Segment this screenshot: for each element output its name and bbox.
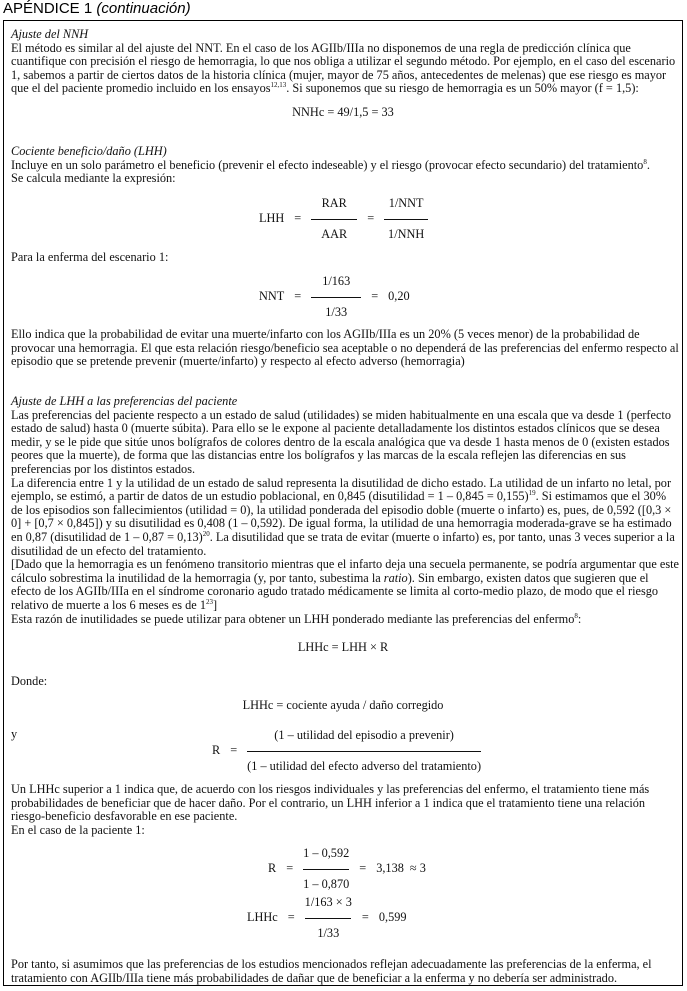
- text-italic: ratio: [383, 570, 408, 585]
- eq-lhs: R: [212, 743, 221, 758]
- eq-equals: =: [287, 910, 295, 925]
- appendix-title-subtitle: (continuación): [96, 0, 191, 17]
- fraction: [311, 275, 361, 319]
- text: . La disutilidad que se trata de evitar (muerte o infarto) es, por tanto, unas 3 veces superior a la disutilidad de un efecto del tratamiento.: [11, 529, 675, 558]
- equation-nnt: [259, 275, 410, 319]
- text: :: [577, 611, 582, 626]
- eq-lhs: LHHc: [247, 910, 278, 925]
- definition-lhhc-text: LHHc = cociente ayuda / daño corregido: [242, 698, 444, 712]
- fraction: [247, 729, 481, 773]
- text: . Si suponemos que su riesgo de hemorragia es un 50% mayor (f = 1,5):: [286, 81, 639, 96]
- eq-approx: ≈ 3: [409, 861, 426, 876]
- equation-lhhc: LHHc = LHH × R: [297, 640, 389, 654]
- text: ]: [212, 597, 218, 612]
- equation-lhh: [259, 197, 428, 241]
- eq-equals: =: [294, 289, 302, 304]
- citation: 20: [202, 529, 210, 538]
- scenario-label: Para la enferma del escenario 1:: [11, 250, 169, 264]
- paragraph-lhh: [11, 159, 679, 173]
- numerator: 1 – 0,592: [303, 846, 350, 860]
- paragraph-disutility: [11, 477, 679, 559]
- paragraph-final: Por tanto, si asumimos que las preferencias de los estudios mencionados reflejan adecuadamente las preferencias de la enferma, el tratamiento con AGIIb/IIIa tiene más probabilidades de dañar que de beneficiar a la enferma y no debería ser administrado.: [11, 957, 652, 985]
- text: Esta razón de inutilidades se puede utilizar para obtener un LHH ponderado mediante las preferencias del enfermo: [11, 611, 575, 626]
- eq-equals: =: [230, 743, 238, 758]
- fraction: [305, 896, 352, 940]
- paragraph-case: En el caso de la paciente 1:: [11, 823, 145, 837]
- denominator: 1/33: [317, 925, 340, 940]
- eq-equals: =: [294, 211, 302, 226]
- text: . Si estimamos que el 30% de los episodios son fallecimientos (utilidad = 0), la utilidad ponderada del episodio doble (muerte o infarto) es, pues, de 0,592 ([0,3 × 0] + [0,7 × 0,845]) y su disutilidad es 0,408 (1 – 0,592). De igual forma, la utilidad de una hemorragia moderada-grave se ha estimado en 0,87 (disutilidad de 1 – 0,87 = 0,13): [11, 489, 672, 544]
- equation-nnhc: NNHc = 49/1,5 = 33: [292, 105, 394, 119]
- citation: 12,13: [270, 81, 287, 90]
- equation-lhhc-calc: [247, 896, 407, 940]
- section-lhh: [11, 145, 679, 186]
- equation-r-calc: [268, 847, 426, 891]
- denominator: 1/33: [325, 304, 348, 319]
- eq-result: 0,20: [388, 289, 410, 304]
- fraction-nnt-nnh: [384, 197, 428, 241]
- eq-result: 3,138: [376, 861, 404, 876]
- eq-equals: =: [361, 910, 369, 925]
- label-donde: Donde:: [11, 674, 48, 688]
- appendix-title-main: APÉNDICE 1: [3, 0, 93, 17]
- paragraph-bracket-note: [11, 558, 679, 612]
- text: .: [646, 157, 650, 172]
- section-heading-nnh: Ajuste del NNH: [11, 27, 89, 41]
- denominator: 1/NNH: [388, 226, 425, 241]
- citation: 8: [574, 611, 578, 620]
- eq-lhs: LHH: [259, 211, 285, 226]
- eq-equals: =: [367, 211, 375, 226]
- eq-equals: =: [371, 289, 379, 304]
- paragraph-utilities: Las preferencias del paciente respecto a un estado de salud (utilidades) se miden habitualmente en una escala que va desde 1 (perfecto estado de salud) hasta 0 (muerte súbita). Para ello se le expone al paciente detalladamente los distintos estados clínicos que se desea medir, y se le pide que sitúe unos bolígrafos de colores dentro de la escala analógica que va desde 1 hasta menos de 0 (existen estados peores que la muerte), de forma que las distancias entre los bolígrafos y las marcas de la escala reflejen las diferencias en sus preferencias por los distintos estados.: [11, 407, 671, 476]
- equation-r: [212, 729, 481, 773]
- eq-lhs: R: [268, 861, 277, 876]
- citation: 8: [643, 157, 647, 166]
- text: La diferencia entre 1 y la utilidad de un estado de salud representa la disutilidad de dicho estado. La utilidad de un infarto no letal, por ejemplo, se estimó, a partir de datos de un estudio poblacional, en 0,845 (disutilidad = 1 – 0,845 = 0,155): [11, 475, 672, 504]
- paragraph-lhh-line2: Se calcula mediante la expresión:: [11, 171, 176, 186]
- eq-result: 0,599: [378, 910, 407, 925]
- numerator: 1/163: [322, 274, 351, 288]
- denominator: 1 – 0,870: [303, 876, 350, 891]
- numerator: 1/NNT: [388, 196, 424, 210]
- denominator: (1 – utilidad del efecto adverso del tratamiento): [247, 758, 482, 773]
- paragraph-nnh: [11, 42, 679, 96]
- citation: 19: [528, 489, 536, 498]
- paragraph-lhh-conclusion: Ello indica que la probabilidad de evitar una muerte/infarto con los AGIIb/IIIa es un 20% (5 veces menor) de la probabilidad de provocar una hemorragia. El que esta relación riesgo/beneficio sea aceptable o no dependerá de las preferencias del enfermo respecto al episodio que se pretende prevenir (muerte/infarto) y respecto al efecto adverso (hemorragia): [11, 327, 679, 369]
- appendix-box: [3, 20, 683, 986]
- section-heading-lhh: Cociente beneficio/daño (LHH): [11, 144, 167, 158]
- text: [Dado que la hemorragia es un fenómeno transitorio mientras que el infarto deja una secuela permanente, se podría argumentar que este cálculo sobrestima la inutilidad de la hemorragia (y, por tanto, subestima la: [11, 557, 679, 585]
- section-preferences: [11, 395, 679, 626]
- appendix-title: [3, 0, 191, 18]
- fraction: [303, 847, 349, 891]
- section-heading-preferences: Ajuste de LHH a las preferencias del paciente: [11, 394, 238, 408]
- numerator: RAR: [321, 196, 347, 210]
- numerator: (1 – utilidad del episodio a prevenir): [274, 728, 454, 742]
- text: El método es similar al del ajuste del NNT. En el caso de los AGIIb/IIIa no disponemos de una regla de predicción clínica que cuantifique con precisión el riesgo de hemorragia, lo que nos obliga a utilizar el segundo método. Por ejemplo, en el caso del escenario 1, sabemos a partir de ciertos datos de la historia clínica (mujer, mayor de 75 años, antecedentes de melenas) que ese riesgo es mayor que el del paciente promedio incluido en los ensayos: [11, 40, 676, 96]
- fraction-rar-aar: [311, 197, 357, 241]
- label-y: y: [11, 727, 18, 741]
- paragraph-lhhc-interpretation: Un LHHc superior a 1 indica que, de acuerdo con los riesgos individuales y las preferencias del enfermo, el tratamiento tiene más probabilidades de beneficiar que de hacer daño. Por el contrario, un LHH inferior a 1 indica que el tratamiento tiene una relación riesgo-beneficio desfavorable en ese paciente.: [11, 782, 650, 824]
- text: Incluye en un solo parámetro el beneficio (prevenir el efecto indeseable) y el riesgo (provocar efecto secundario) del tratamiento: [11, 157, 644, 172]
- eq-equals: =: [359, 861, 367, 876]
- section-nnh: [11, 28, 679, 96]
- eq-equals: =: [286, 861, 294, 876]
- eq-lhs: NNT: [259, 289, 285, 304]
- citation: 23: [205, 597, 213, 606]
- denominator: AAR: [321, 226, 348, 241]
- text: ). Sin embargo, existen datos que sugieren que el efecto de los AGIIb/IIIa en el síndrome coronario agudo tratado médicamente se limita al corto-medio plazo, de modo que el riesgo relativo de muerte a los 6 meses es de 1: [11, 570, 659, 612]
- numerator: 1/163 × 3: [304, 895, 352, 909]
- paragraph-ratio: [11, 613, 679, 627]
